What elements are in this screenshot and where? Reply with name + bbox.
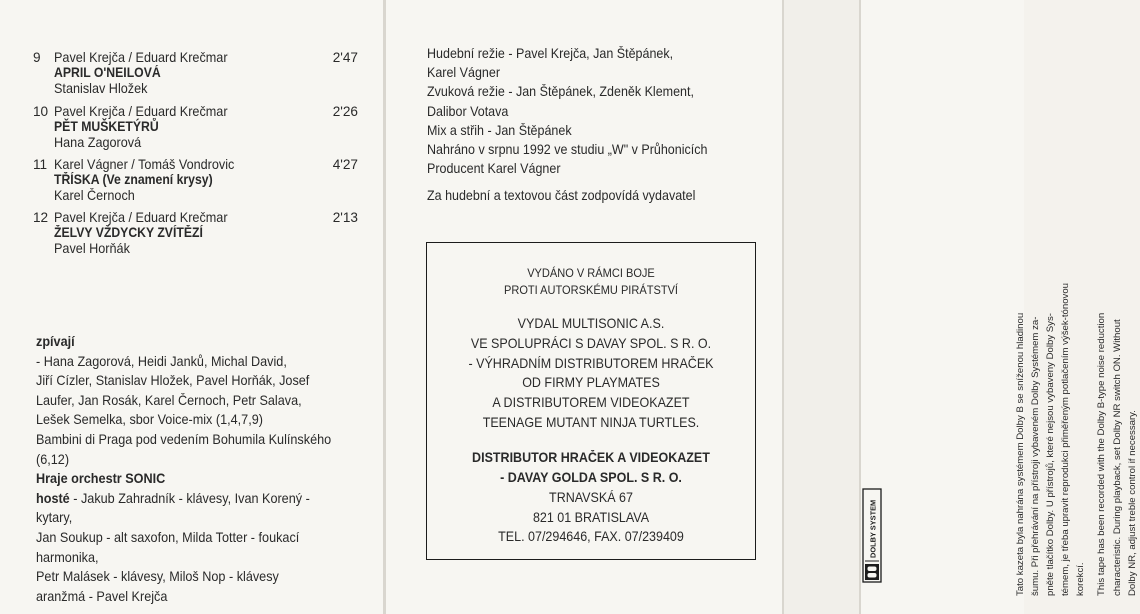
- production-line: Producent Karel Vágner: [427, 161, 561, 177]
- track-number: 12: [33, 210, 49, 225]
- dolby-notice-line: pněte tlačítko Dolby. U přístrojů, které nejsou vybaveny Dolby Sys-: [1045, 313, 1057, 596]
- track-title: PĚT MUŠKETÝRŮ: [54, 119, 159, 134]
- credit-line: aranžmá - Pavel Krejča: [36, 588, 168, 604]
- track-number: 9: [33, 50, 41, 65]
- guests-line: [36, 489, 343, 509]
- track-authors: Pavel Krejča / Eduard Krečmar: [54, 210, 228, 225]
- track-singer: Karel Černoch: [54, 188, 135, 203]
- dolby-notice: [1013, 236, 1140, 596]
- dolby-notice-line: šumu. Při přehrávání na přístroji vybaveném Dolby Systémem za-: [1030, 316, 1042, 596]
- track-title: TŘÍSKA (Ve znamení krysy): [54, 172, 213, 187]
- credit-line: Jan Soukup - alt saxofon, Milda Totter - foukací: [36, 529, 300, 545]
- track-singer: Pavel Horňák: [54, 241, 130, 256]
- campaign-line: VYDÁNO V RÁMCI BOJE: [527, 266, 655, 280]
- distributor-line: DISTRIBUTOR HRAČEK A VIDEOKAZET: [472, 449, 710, 465]
- credit-line: (6,12): [36, 451, 70, 467]
- dolby-notice-line: Tato kazeta byla nahrána systémem Dolby B se sníženou hladinou: [1015, 312, 1026, 596]
- publisher-line: OD FIRMY PLAYMATES: [522, 375, 660, 391]
- publisher-line: A DISTRIBUTOREM VIDEOKAZET: [492, 395, 690, 411]
- dolby-notice-line: korekcí.: [1075, 562, 1087, 596]
- credit-line: harmonika,: [36, 549, 99, 565]
- guests-heading: hosté: [36, 490, 70, 506]
- track-duration: 2'13: [332, 210, 358, 225]
- credit-line: - Hana Zagorová, Heidi Janků, Michal David,: [36, 353, 287, 369]
- dolby-panel: [861, 0, 1024, 614]
- spine-panel: [784, 0, 859, 614]
- track-singer: Stanislav Hložek: [54, 81, 148, 96]
- production-line: Zvuková režie - Jan Štěpánek, Zdeněk Klement,: [427, 84, 694, 100]
- track-authors: Pavel Krejča / Eduard Krečmar: [54, 104, 228, 119]
- track-title: ŽELVY VŽDYCKY ZVÍTĚZÍ: [54, 225, 203, 240]
- production-line: Mix a střih - Jan Štěpánek: [427, 122, 572, 138]
- dolby-notice-line: characteristic. During playback, set Dolby NR switch ON. Without: [1111, 319, 1123, 596]
- credit-line: Petr Malásek - klávesy, Miloš Nop - klávesy: [36, 569, 279, 585]
- production-line: Karel Vágner: [427, 65, 501, 81]
- credit-line: Lešek Semelka, sbor Voice-mix (1,4,7,9): [36, 412, 263, 428]
- responsibility-note: Za hudební a textovou část zodpovídá vydavatel: [427, 188, 696, 204]
- campaign-line: PROTI AUTORSKÉMU PIRÁTSTVÍ: [503, 283, 678, 297]
- production-line: Dalibor Votava: [427, 103, 509, 119]
- credit-line: - Jakub Zahradník - klávesy, Ivan Korený -: [69, 490, 310, 506]
- publisher-line: VYDAL MULTISONIC A.S.: [517, 316, 665, 331]
- track-authors: Pavel Krejča / Eduard Krečmar: [54, 50, 228, 65]
- track-authors: Karel Vágner / Tomáš Vondrovic: [54, 157, 235, 172]
- publisher-line: VE SPOLUPRÁCI S DAVAY SPOL. S R. O.: [470, 335, 712, 351]
- track-title: APRIL O'NEILOVÁ: [54, 65, 161, 80]
- credit-line: Laufer, Jan Rosák, Karel Černoch, Petr Salava,: [36, 392, 302, 408]
- address-line: TRNAVSKÁ 67: [549, 489, 633, 505]
- production-credits: [427, 44, 767, 206]
- dolby-logo-text: DOLBY SYSTEM: [868, 499, 878, 558]
- publisher-line: - VÝHRADNÍM DISTRIBUTOREM HRAČEK: [468, 355, 714, 371]
- dolby-logo-icon: [862, 488, 882, 583]
- address-line: 821 01 BRATISLAVA: [532, 509, 650, 525]
- orchestra-heading: Hraje orchestr SONIC: [36, 471, 166, 487]
- track-duration: 2'26: [332, 104, 358, 119]
- dolby-notice-line: témem, je třeba upravit reprodukci přiměřeným potlačením výšek-tónovou: [1060, 283, 1072, 596]
- track-singer: Hana Zagorová: [54, 135, 142, 150]
- credit-line: kytary,: [36, 510, 73, 526]
- track-duration: 4'27: [332, 157, 358, 172]
- performers-credits: [36, 332, 366, 606]
- credit-line: Jiří Cízler, Stanislav Hložek, Pavel Horňák, Josef: [36, 373, 310, 389]
- publisher-box: [426, 242, 756, 560]
- track-duration: 2'47: [332, 50, 358, 65]
- address-line: TEL. 07/294646, FAX. 07/239409: [498, 529, 684, 545]
- track-number: 10: [33, 104, 49, 119]
- singers-heading: zpívají: [36, 334, 75, 349]
- production-line: Nahráno v srpnu 1992 ve studiu „W" v Průhonicích: [427, 142, 708, 158]
- dolby-notice-line: Dolby NR, adjust treble control if necessary.: [1126, 410, 1138, 596]
- distributor-line: - DAVAY GOLDA SPOL. S R. O.: [500, 469, 682, 485]
- dolby-notice-line: This tape has been recorded with the Dolby B-type noise reduction: [1096, 312, 1108, 596]
- credit-line: Bambini di Praga pod vedením Bohumila Kulínského: [36, 431, 332, 447]
- track-number: 11: [33, 157, 48, 172]
- production-line: Hudební režie - Pavel Krejča, Jan Štěpánek,: [427, 46, 674, 61]
- publisher-line: TEENAGE MUTANT NINJA TURTLES.: [482, 414, 700, 430]
